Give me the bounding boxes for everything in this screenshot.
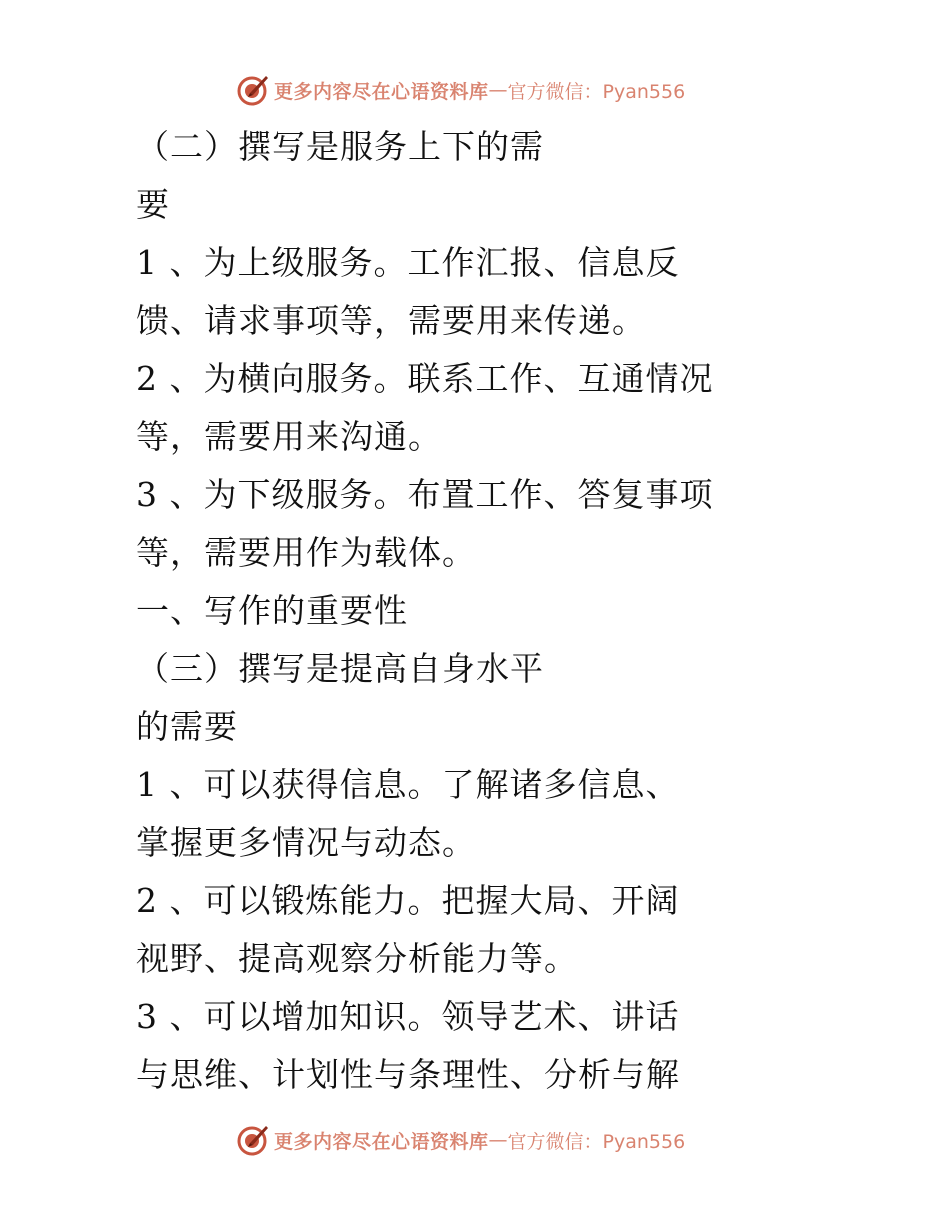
quill-pen-seal-icon: [236, 73, 270, 107]
footer-watermark-banner: [236, 1122, 685, 1158]
quill-pen-seal-icon: [236, 1123, 270, 1157]
text-line: （二）撰写是服务上下的需: [136, 127, 544, 166]
text-line: 等，需要用作为载体。: [136, 533, 476, 572]
text-line: 3 、可以增加知识。领导艺术、讲话: [136, 997, 680, 1036]
text-line: 掌握更多情况与动态。: [136, 823, 476, 862]
document-body: [136, 118, 856, 1104]
text-line: 1 、为上级服务。工作汇报、信息反: [136, 243, 680, 282]
watermark-dash: —: [488, 1129, 508, 1151]
text-line: 的需要: [136, 707, 238, 746]
text-line: 与思维、计划性与条理性、分析与解: [136, 1055, 680, 1094]
text-line: 一、写作的重要性: [136, 591, 408, 630]
watermark-dash: —: [488, 79, 508, 101]
text-line: 等，需要用来沟通。: [136, 417, 442, 456]
watermark-contact: 官方微信：Pyan556: [507, 80, 686, 103]
text-line: 馈、请求事项等，需要用来传递。: [136, 301, 646, 340]
text-line: 3 、为下级服务。布置工作、答复事项: [136, 475, 714, 514]
watermark-contact: 官方微信：Pyan556: [507, 1130, 686, 1153]
text-line: 2 、为横向服务。联系工作、互通情况: [136, 359, 714, 398]
text-line: （三）撰写是提高自身水平: [136, 649, 544, 688]
text-line: 视野、提高观察分析能力等。: [136, 939, 578, 978]
text-line: 1 、可以获得信息。了解诸多信息、: [136, 765, 680, 804]
text-line: 要: [136, 185, 170, 224]
text-line: 2 、可以锻炼能力。把握大局、开阔: [136, 881, 680, 920]
watermark-title: 更多内容尽在心语资料库: [274, 80, 489, 103]
watermark-title: 更多内容尽在心语资料库: [274, 1130, 489, 1153]
header-watermark-banner: [236, 72, 685, 108]
